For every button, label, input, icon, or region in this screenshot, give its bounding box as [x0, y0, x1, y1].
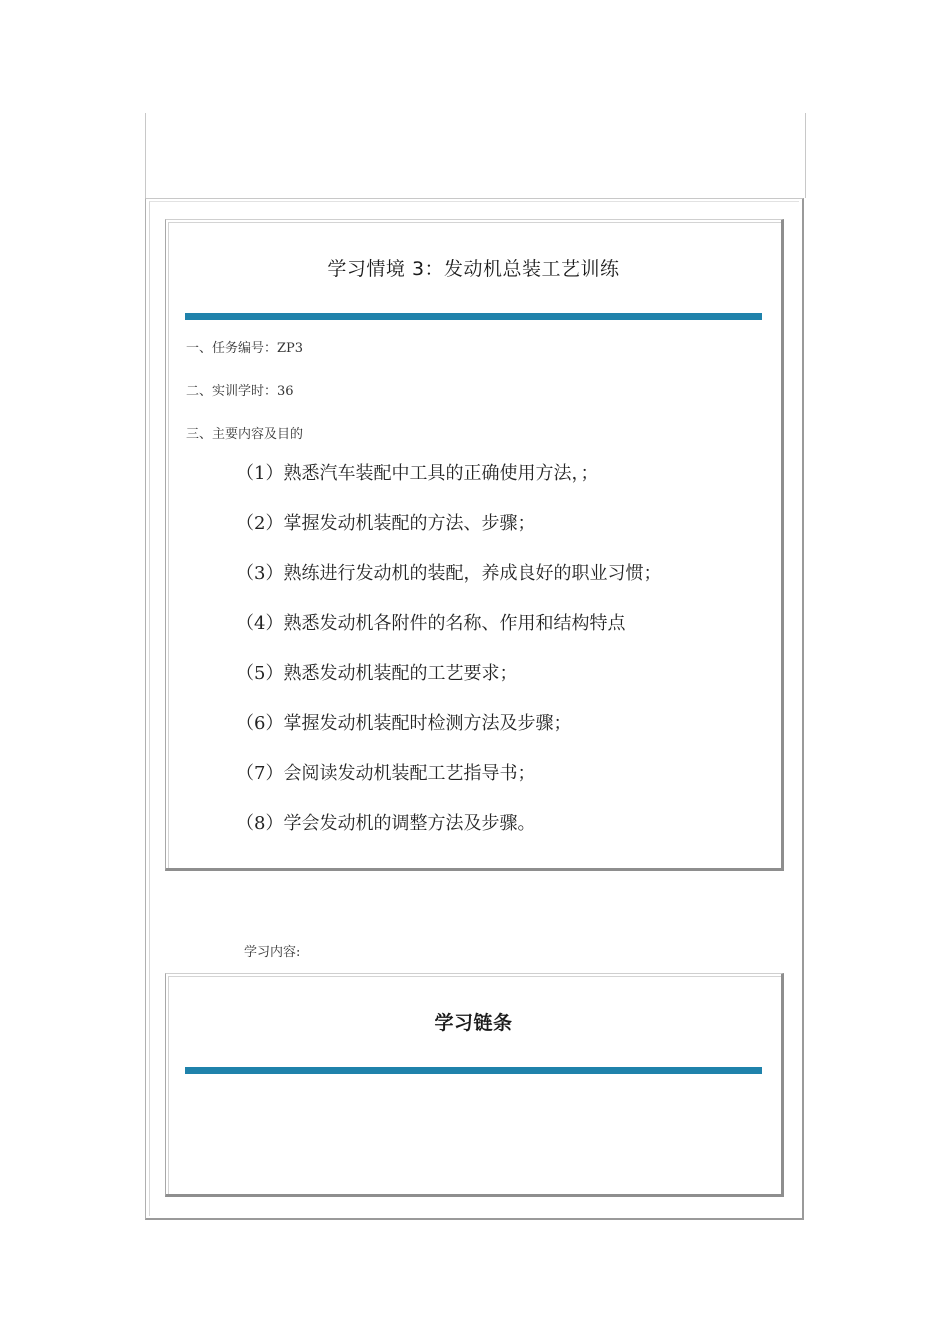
top-rule-left [145, 113, 146, 198]
goal-item: （3）熟练进行发动机的装配，养成良好的职业习惯； [236, 563, 662, 584]
goal-item: （8）学会发动机的调整方法及步骤。 [236, 813, 536, 834]
goal-list [236, 460, 661, 860]
goal-item: （2）掌握发动机装配的方法、步骤； [236, 513, 536, 534]
title-accent-bar [185, 313, 762, 320]
goal-item: （6）掌握发动机装配时检测方法及步骤； [236, 713, 572, 734]
top-rule-right [805, 113, 806, 198]
learning-content-label: 学习内容: [244, 945, 301, 960]
content-heading: 三、主要内容及目的 [186, 427, 304, 442]
training-hours: 二、实训学时：36 [186, 384, 294, 399]
goal-item: （1）熟悉汽车装配中工具的正确使用方法，； [236, 463, 599, 484]
goal-item: （7）会阅读发动机装配工艺指导书； [236, 763, 536, 784]
learning-chain-panel [165, 973, 784, 1197]
panel-title: 学习链条 [434, 1012, 513, 1034]
goal-item: （4）熟悉发动机各附件的名称、作用和结构特点 [236, 613, 626, 634]
learning-scenario-panel [165, 219, 784, 871]
panel-title: 学习情境 3：发动机总装工艺训练 [327, 258, 620, 280]
title-accent-bar [185, 1067, 762, 1074]
task-number: 一、任务编号：ZP3 [186, 341, 304, 356]
goal-item: （5）熟悉发动机装配的工艺要求； [236, 663, 518, 684]
